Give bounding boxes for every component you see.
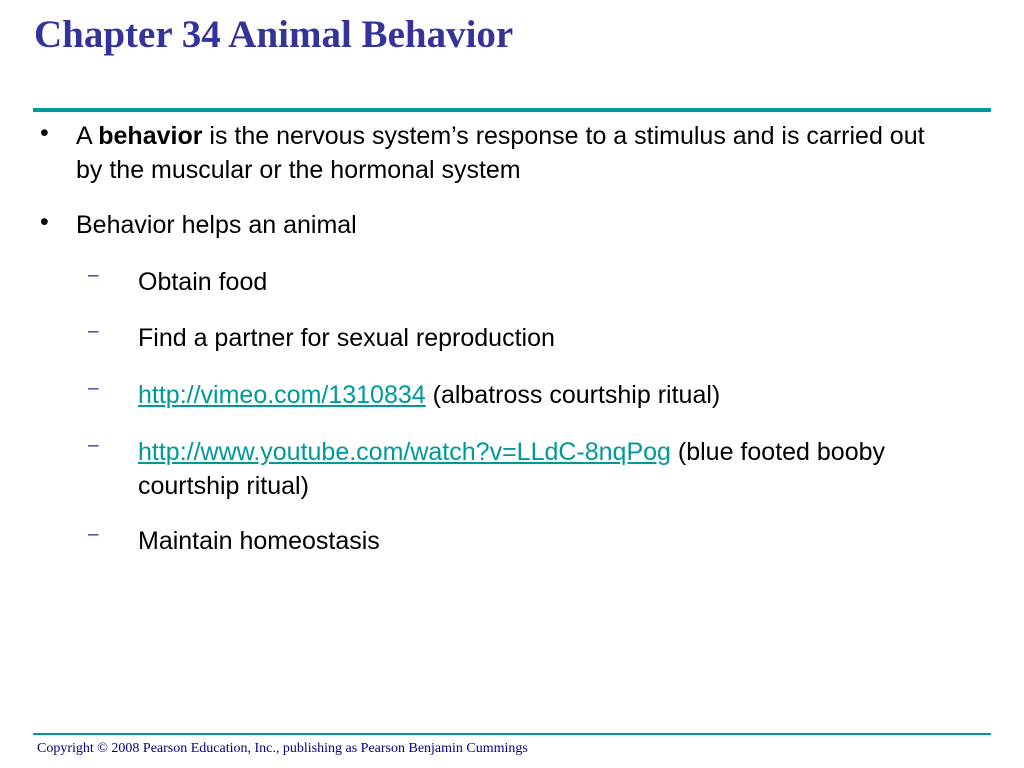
sub-bullet-rest: (blue footed booby courtship ritual) — [138, 438, 886, 500]
sub-bullet-text: Maintain homeostasis — [138, 527, 380, 555]
sub-bullet-marker: – — [88, 321, 99, 342]
footer-divider — [33, 733, 991, 735]
slide-title: Chapter 34 Animal Behavior — [34, 13, 514, 56]
bullet-rest: is the nervous system’s response to a stimulus and is carried out by the muscular or the hormonal system — [76, 122, 925, 184]
copyright-footer: Copyright © 2008 Pearson Education, Inc., publishing as Pearson Benjamin Cummings — [37, 741, 528, 756]
sub-bullet-text: Find a partner for sexual reproduction — [138, 324, 555, 352]
bullet-marker: • — [40, 119, 49, 147]
sub-bullet-marker: – — [88, 378, 99, 399]
sub-bullet-marker: – — [88, 265, 99, 286]
bullet-text — [76, 119, 956, 187]
sub-bullet-rest: (albatross courtship ritual) — [425, 381, 721, 409]
bullet-text: Behavior helps an animal — [76, 211, 357, 239]
youtube-link[interactable]: http://www.youtube.com/watch?v=LLdC-8nqPog — [138, 438, 671, 466]
bullet-marker: • — [40, 208, 49, 236]
sub-bullet-text: Obtain food — [138, 268, 268, 296]
vimeo-link[interactable]: http://vimeo.com/1310834 — [138, 381, 426, 409]
bullet-prefix: A — [76, 122, 99, 150]
bold-term: behavior — [98, 122, 203, 150]
sub-bullet-marker: – — [88, 435, 99, 456]
sub-bullet-text — [138, 378, 928, 412]
sub-bullet-text — [138, 435, 928, 503]
sub-bullet-marker: – — [88, 524, 99, 545]
